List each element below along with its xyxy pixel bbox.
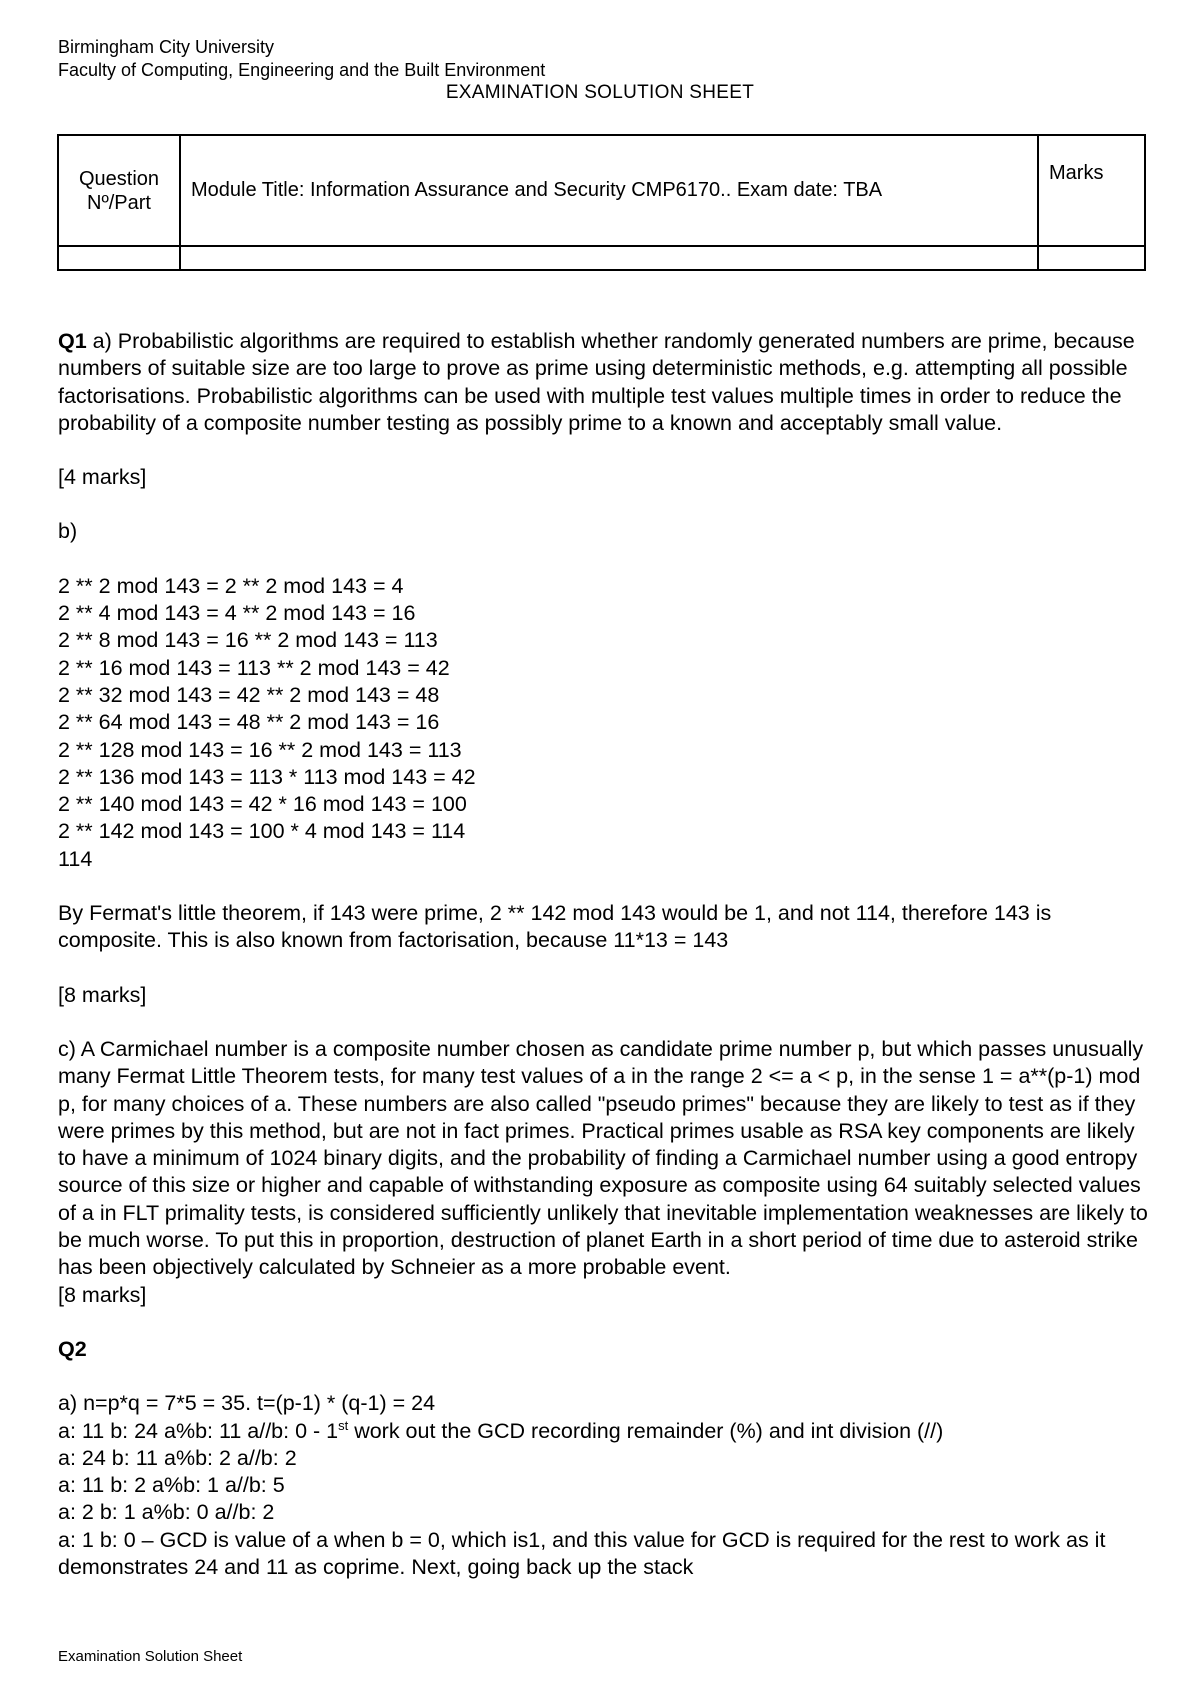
- q1-c-marks: [8 marks]: [58, 1282, 147, 1307]
- calc-line: 2 ** 16 mod 143 = 113 ** 2 mod 143 = 42: [58, 655, 450, 680]
- calc-line: 2 ** 32 mod 143 = 42 ** 2 mod 143 = 48: [58, 682, 440, 707]
- q1-label: Q1: [58, 329, 87, 353]
- q2-a-line: a) n=p*q = 7*5 = 35. t=(p-1) * (q-1) = 24: [58, 1391, 436, 1416]
- page-header: [58, 36, 545, 82]
- calc-line: 114: [58, 846, 93, 871]
- q2-gcd-step: a: 2 b: 1 a%b: 0 a//b: 2: [58, 1500, 275, 1525]
- q2-gcd-step: a: 24 b: 11 a%b: 2 a//b: 2: [58, 1445, 297, 1470]
- empty-cell: [1038, 246, 1145, 270]
- calc-line: 2 ** 128 mod 143 = 16 ** 2 mod 143 = 113: [58, 737, 462, 762]
- q2-gcd-final: a: 1 b: 0 – GCD is value of a when b = 0, which is1, and this value for GCD is required for the rest to work as it demonstrates 24 and 11 as coprime. Next, going back up the stack: [58, 1527, 1106, 1579]
- empty-cell: [58, 246, 180, 270]
- sheet-title: EXAMINATION SOLUTION SHEET: [445, 82, 755, 103]
- module-title-cell: Module Title: Information Assurance and Security CMP6170.. Exam date: TBA: [180, 135, 1038, 246]
- marks-header: Marks: [1038, 135, 1145, 246]
- q2-gcd-step: a: 11 b: 2 a%b: 1 a//b: 5: [58, 1473, 285, 1498]
- q1-part-a: Q1 a) Probabilistic algorithms are required to establish whether randomly generated numbers are prime, because numbers of suitable size are too large to prove as prime using deterministic methods, e.g. attempting all possible factorisations. Probabilistic algorithms can be used with multiple test values multiple times in order to reduce the probability of a composite number testing as possibly prime to a known and acceptably small value.: [58, 329, 1135, 435]
- calc-line: 2 ** 2 mod 143 = 2 ** 2 mod 143 = 4: [58, 573, 404, 598]
- calc-line: 2 ** 8 mod 143 = 16 ** 2 mod 143 = 113: [58, 628, 438, 653]
- q1-part-c: c) A Carmichael number is a composite number chosen as candidate prime number p, but which passes unusually many Fermat Little Theorem tests, for many test values of a in the range 2 <= a < p, in the sense 1 = a**(p-1) mod p, for many choices of a. These numbers are also called "pseudo primes" because they are likely to test as if they were primes by this method, but are not in fact primes. Practical primes usable as RSA key components are likely to have a minimum of 1024 binary digits, and the probability of finding a Carmichael number using a good entropy source of this size or higher and capable of withstanding exposure as composite using 64 suitably selected values of a in FLT primality tests, is considered sufficiently unlikely that inevitable implementation weaknesses are likely to be much worse. To put this in proportion, destruction of planet Earth in a short period of time due to asteroid strike has been objectively calculated by Schneier as a more probable event.: [58, 1036, 1148, 1280]
- header-table: [57, 134, 1146, 271]
- faculty-name: Faculty of Computing, Engineering and the Built Environment: [58, 60, 546, 80]
- page-footer: Examination Solution Sheet: [58, 1648, 243, 1665]
- q1-b-conclusion: By Fermat's little theorem, if 143 were prime, 2 ** 142 mod 143 would be 1, and not 114, therefore 143 is composite. This is also known from factorisation, because 11*13 = 143: [58, 901, 1052, 953]
- q2-gcd-step: a: 11 b: 24 a%b: 11 a//b: 0 - 1st work out the GCD recording remainder (%) and int division (//): [58, 1417, 944, 1443]
- calc-line: 2 ** 140 mod 143 = 42 * 16 mod 143 = 100: [58, 792, 467, 817]
- solution-body: [58, 328, 1158, 1581]
- question-number-header: Question Nº/Part: [58, 135, 180, 246]
- empty-cell: [180, 246, 1038, 270]
- calc-line: 2 ** 64 mod 143 = 48 ** 2 mod 143 = 16: [58, 710, 440, 735]
- university-name: Birmingham City University: [58, 37, 275, 57]
- calc-line: 2 ** 142 mod 143 = 100 * 4 mod 143 = 114: [58, 819, 466, 844]
- q1-a-marks: [4 marks]: [58, 465, 147, 490]
- calc-line: 2 ** 4 mod 143 = 4 ** 2 mod 143 = 16: [58, 601, 416, 626]
- q1-b-label: b): [58, 519, 78, 544]
- calc-line: 2 ** 136 mod 143 = 113 * 113 mod 143 = 42: [58, 764, 476, 789]
- q2-label: Q2: [58, 1336, 87, 1361]
- q1-b-marks: [8 marks]: [58, 982, 147, 1007]
